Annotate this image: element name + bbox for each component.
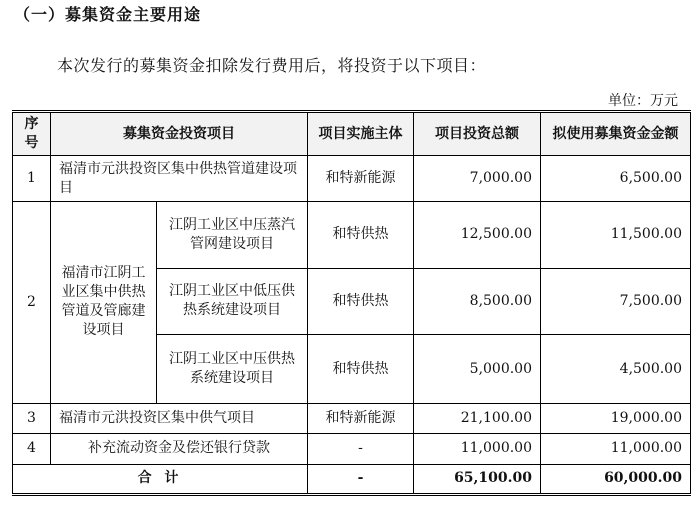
header-entity: 项目实施主体	[308, 112, 414, 156]
row-entity: 和特供热	[308, 201, 414, 268]
row-project: 补充流动资金及偿还银行贷款	[51, 434, 308, 464]
total-entity: -	[308, 464, 414, 494]
total-amount: 65,100.00	[414, 464, 541, 494]
row-project: 福清市元洪投资区集中供气项目	[51, 404, 308, 434]
table-row	[13, 434, 691, 464]
unit-label: 单位：万元	[608, 93, 678, 109]
row-entity: 和特供热	[308, 268, 414, 335]
row-total: 11,000.00	[414, 434, 541, 464]
row-entity: 和特供热	[308, 335, 414, 404]
row-seq: 3	[13, 404, 51, 434]
total-label: 合 计	[13, 464, 308, 494]
total-row	[13, 464, 691, 494]
row-project: 福清市元洪投资区集中供热管道建设项目	[51, 156, 308, 201]
table-row	[13, 156, 691, 201]
subproject-name: 江阴工业区中压蒸汽管网建设项目	[157, 201, 308, 268]
header-seq: 序号	[13, 112, 51, 156]
row-proposed: 11,500.00	[541, 201, 691, 268]
row-entity: -	[308, 434, 414, 464]
table-header-row	[13, 112, 691, 156]
row-proposed: 6,500.00	[541, 156, 691, 201]
row-entity: 和特新能源	[308, 156, 414, 201]
row-project: 福清市江阴工业区集中供热管道及管廊建设项目	[51, 201, 157, 403]
header-project: 募集资金投资项目	[51, 112, 308, 156]
section-heading: （一）募集资金主要用途	[14, 5, 202, 24]
fund-use-table	[12, 110, 691, 496]
row-total: 8,500.00	[414, 268, 541, 335]
row-total: 5,000.00	[414, 335, 541, 404]
row-seq: 1	[13, 156, 51, 201]
subproject-name: 江阴工业区中压供热系统建设项目	[157, 335, 308, 404]
row-total: 21,100.00	[414, 404, 541, 434]
row-proposed: 7,500.00	[541, 268, 691, 335]
row-entity: 和特新能源	[308, 404, 414, 434]
row-total: 12,500.00	[414, 201, 541, 268]
row-proposed: 4,500.00	[541, 335, 691, 404]
header-proposed: 拟使用募集资金金额	[541, 112, 691, 156]
subproject-name: 江阴工业区中低压供热系统建设项目	[157, 268, 308, 335]
row-proposed: 19,000.00	[541, 404, 691, 434]
row-proposed: 11,000.00	[541, 434, 691, 464]
table-row	[13, 201, 691, 268]
total-proposed: 60,000.00	[541, 464, 691, 494]
row-total: 7,000.00	[414, 156, 541, 201]
row-seq: 4	[13, 434, 51, 464]
row-seq: 2	[13, 201, 51, 403]
header-total: 项目投资总额	[414, 112, 541, 156]
intro-paragraph: 本次发行的募集资金扣除发行费用后，将投资于以下项目：	[57, 56, 487, 75]
table-row	[13, 404, 691, 434]
